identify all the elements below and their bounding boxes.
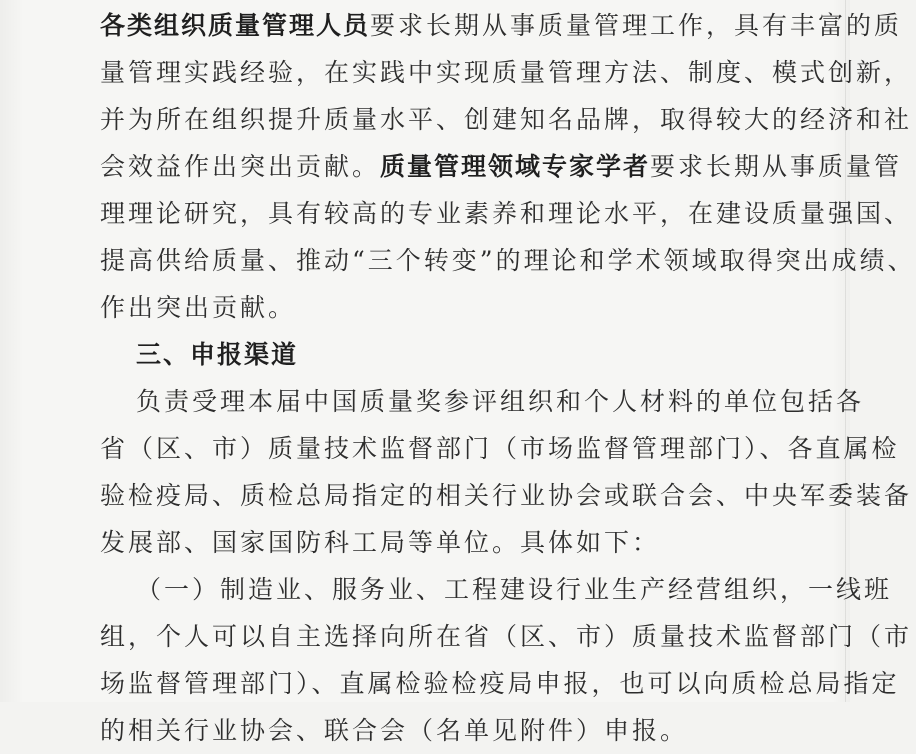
line-2-text: 量管理实践经验，在实践中实现质量管理方法、制度、模式创新， bbox=[100, 58, 913, 87]
line-3-text: 并为所在组织提升质量水平、创建知名品牌，取得较大的经济和社 bbox=[100, 105, 913, 134]
line-12-text: （一）制造业、服务业、工程建设行业生产经营组织，一线班 bbox=[136, 575, 893, 604]
line-10-text: 验检疫局、质检总局指定的相关行业协会或联合会、中央军委装备 bbox=[100, 481, 913, 510]
line-15-text: 的相关行业协会、联合会（名单见附件）申报。 bbox=[100, 716, 689, 745]
line-13-text: 组，个人可以自主选择向所在省（区、市）质量技术监督部门（市 bbox=[100, 622, 913, 651]
paragraph-line-1 bbox=[100, 3, 903, 49]
paragraph-line-9 bbox=[100, 426, 900, 472]
line-4-end: 要求长期从事质量管 bbox=[650, 152, 903, 181]
paragraph-line-5 bbox=[100, 191, 913, 237]
paragraph-line-4 bbox=[100, 144, 903, 190]
paragraph-line-7 bbox=[100, 285, 780, 331]
paragraph-line-14 bbox=[100, 661, 900, 707]
bold-phrase-management-staff: 各类组织质量管理人员 bbox=[100, 11, 371, 40]
line-8-text: 负责受理本届中国质量奖参评组织和个人材料的单位包括各 bbox=[136, 387, 865, 416]
line-1-rest: 要求长期从事质量管理工作，具有丰富的质 bbox=[370, 11, 903, 40]
line-14-text: 场监督管理部门）、直属检验检疫局申报，也可以向质检总局指定 bbox=[100, 669, 900, 698]
paragraph-line-6 bbox=[100, 238, 916, 284]
paragraph-line-12 bbox=[136, 567, 893, 613]
line-4-start: 会效益作出突出贡献。 bbox=[100, 152, 381, 181]
paragraph-line-8 bbox=[136, 379, 865, 425]
line-9-text: 省（区、市）质量技术监督部门（市场监督管理部门）、各直属检 bbox=[100, 434, 900, 463]
paragraph-line-10 bbox=[100, 473, 913, 519]
line-11-text: 发展部、国家国防科工局等单位。具体如下： bbox=[100, 528, 661, 557]
line-5-text: 理理论研究，具有较高的专业素养和理论水平，在建设质量强国、 bbox=[100, 199, 913, 228]
bold-phrase-experts-scholars: 质量管理领域专家学者 bbox=[380, 152, 651, 181]
line-6-text: 提高供给质量、推动“三个转变”的理论和学术领域取得突出成绩、 bbox=[100, 246, 916, 275]
paragraph-line-3 bbox=[100, 97, 913, 143]
paragraph-line-15 bbox=[100, 708, 780, 754]
section-heading-application-channels bbox=[136, 332, 816, 378]
paragraph-line-13 bbox=[100, 614, 913, 660]
line-7-text: 作出突出贡献。 bbox=[100, 293, 297, 322]
paragraph-line-2 bbox=[100, 50, 913, 96]
paragraph-line-11 bbox=[100, 520, 780, 566]
section-heading-text: 三、申报渠道 bbox=[136, 340, 299, 369]
